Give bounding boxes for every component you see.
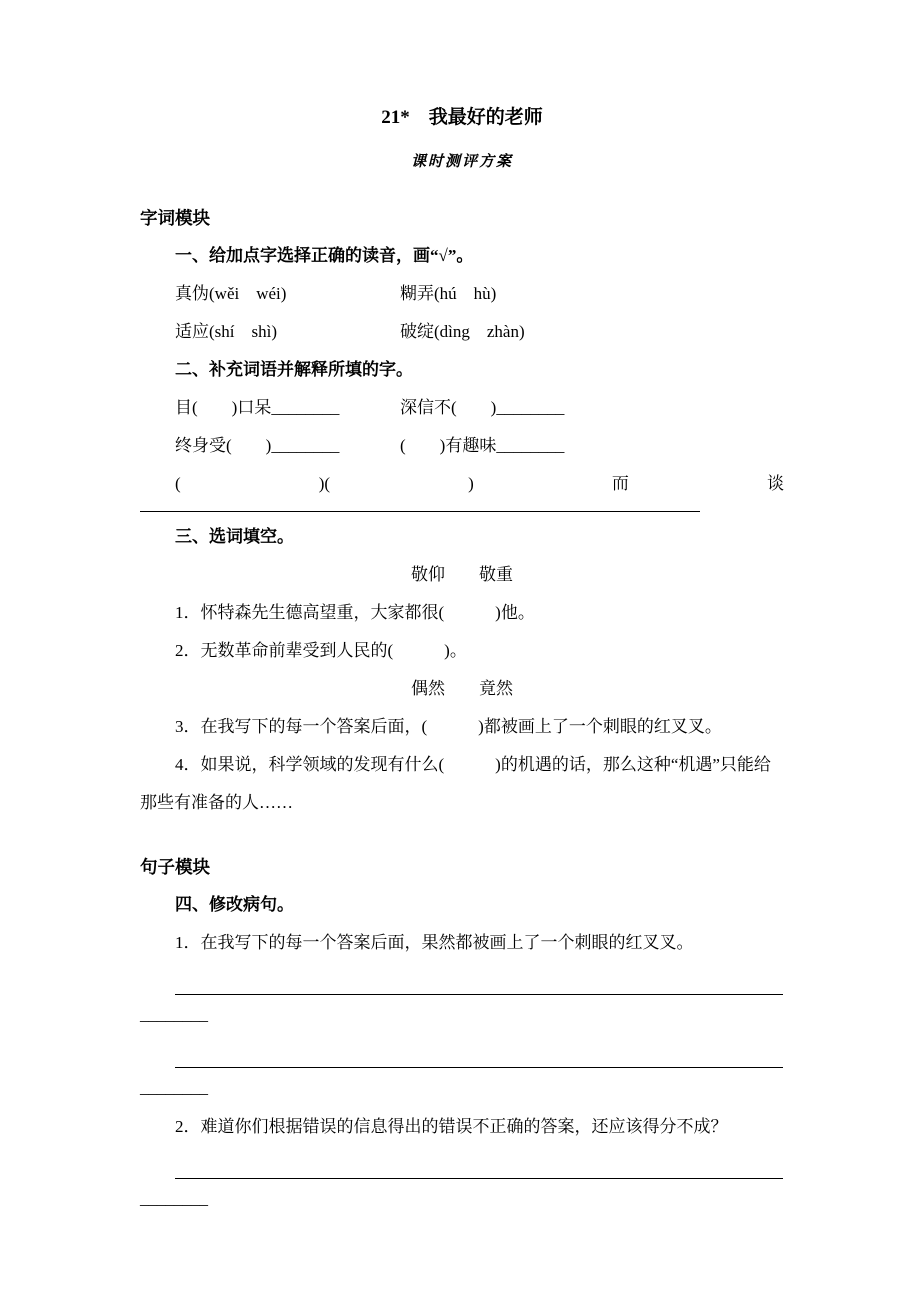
answer-line xyxy=(175,962,783,995)
blank-paren: )( xyxy=(318,474,331,493)
blank-paren: ( xyxy=(175,474,181,493)
idiom-char: 而 xyxy=(611,474,629,493)
pinyin-item: 破绽(dìng zhàn) xyxy=(400,322,525,341)
answer-line xyxy=(175,1146,783,1179)
word-completion-item: 终身受( )________ xyxy=(175,436,340,455)
pinyin-item: 适应(shí shì) xyxy=(175,322,277,341)
question2-title: 二、补充词语并解释所填的字。 xyxy=(175,360,413,379)
pinyin-item: 糊弄(hú hù) xyxy=(400,284,497,303)
question3-title: 三、选词填空。 xyxy=(175,527,294,546)
exercise-item: 2．无数革命前辈受到人民的( )。 xyxy=(175,641,467,660)
worksheet-content xyxy=(140,105,784,1219)
idiom-fill-row xyxy=(140,465,784,503)
question1-title: 一、给加点字选择正确的读音，画“√”。 xyxy=(175,246,474,265)
word-completion-row xyxy=(140,427,784,465)
word-bank: 偶然 竟然 xyxy=(411,679,513,698)
answer-line xyxy=(140,503,700,512)
exercise-item: 1．怀特森先生德高望重，大家都很( )他。 xyxy=(175,603,535,622)
exercise-item: 1．在我写下的每一个答案后面，果然都被画上了一个刺眼的红叉叉。 xyxy=(175,933,694,952)
word-completion-item: ( )有趣味________ xyxy=(400,436,565,455)
word-completion-item: 深信不( )________ xyxy=(400,398,565,417)
pinyin-item: 真伪(wěi wéi) xyxy=(175,284,287,303)
lesson-title: 21* 我最好的老师 xyxy=(381,107,543,128)
word-completion-item: 目( )口呆________ xyxy=(175,398,340,417)
blank-paren: ) xyxy=(468,474,474,493)
word-completion-row xyxy=(140,389,784,427)
answer-line-tail: ________ xyxy=(140,1078,208,1097)
exercise-item: 4．如果说，科学领域的发现有什么( )的机遇的话，那么这种“机遇”只能给那些有准备的人…… xyxy=(140,755,771,812)
idiom-char: 谈 xyxy=(766,474,784,493)
exercise-item: 3．在我写下的每一个答案后面，( )都被画上了一个刺眼的红叉叉。 xyxy=(175,717,722,736)
pinyin-choice-row xyxy=(140,313,784,351)
answer-line-tail: ________ xyxy=(140,1189,208,1208)
answer-line xyxy=(175,1035,783,1068)
exercise-item: 2．难道你们根据错误的信息得出的错误不正确的答案，还应该得分不成？ xyxy=(175,1117,728,1136)
module-heading-words: 字词模块 xyxy=(140,208,210,228)
word-bank: 敬仰 敬重 xyxy=(411,565,513,584)
pinyin-choice-row xyxy=(140,275,784,313)
answer-line-tail: ________ xyxy=(140,1005,208,1024)
module-heading-sentences: 句子模块 xyxy=(140,857,210,877)
question4-title: 四、修改病句。 xyxy=(175,895,294,914)
worksheet-subtitle: 课时测评方案 xyxy=(410,154,513,170)
